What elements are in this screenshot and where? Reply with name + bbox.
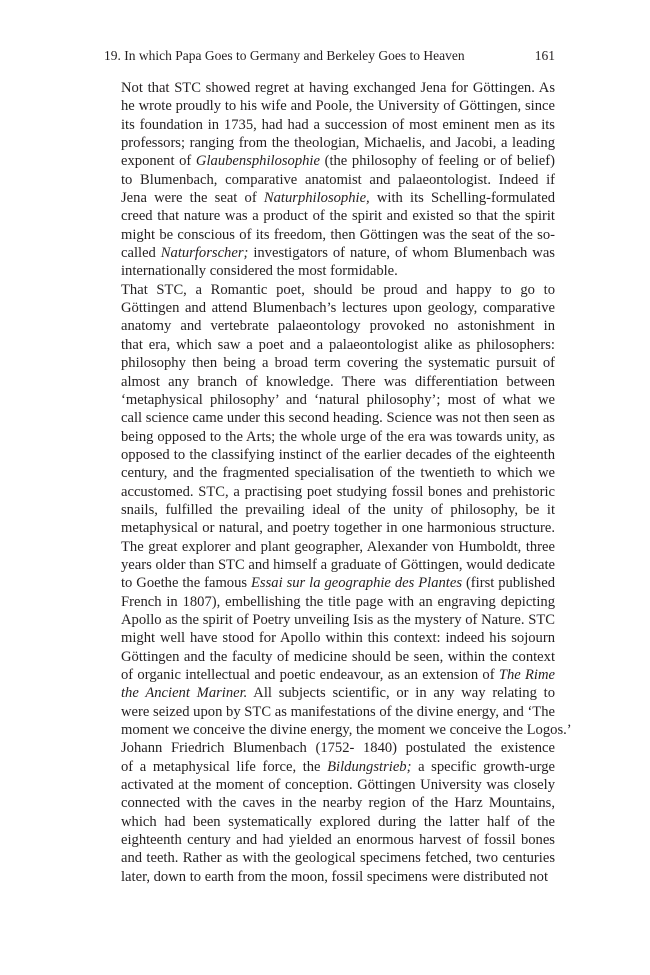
italic-text: Essai sur la geographie des Plantes bbox=[251, 575, 463, 592]
text-line bbox=[104, 849, 555, 867]
text-run: philosophy then being a broad term covering the systematic pursuit of bbox=[121, 355, 555, 372]
text-run: internationally considered the most formidable. bbox=[121, 263, 398, 280]
text-run: with its Schelling-formulated bbox=[369, 190, 555, 207]
paragraph bbox=[104, 739, 555, 886]
text-run: activated at the moment of conception. Göttingen University was closely bbox=[121, 777, 555, 794]
text-line bbox=[104, 299, 555, 317]
paragraph bbox=[104, 281, 572, 740]
text-line bbox=[104, 428, 555, 446]
text-run: later, down to earth from the moon, fossil specimens were distributed not bbox=[121, 868, 548, 885]
text-line bbox=[104, 666, 555, 684]
text-line bbox=[104, 464, 555, 482]
chapter-title: 19. In which Papa Goes to Germany and Berkeley Goes to Heaven bbox=[104, 48, 465, 63]
text-run: connected with the caves in the nearby region of the Harz Mountains, bbox=[121, 795, 555, 812]
page-number: 161 bbox=[534, 48, 555, 63]
text-line bbox=[104, 794, 555, 812]
text-line bbox=[104, 116, 555, 134]
text-run: professors; ranging from the theologian, Michaelis, and Jacobi, a leading bbox=[121, 135, 555, 152]
text-line bbox=[104, 556, 555, 574]
text-run: creed that nature was a product of the spirit and existed so that the spirit bbox=[121, 208, 555, 225]
text-run: accustomed. STC, a practising poet studying fossil bones and prehistoric bbox=[121, 483, 555, 500]
body-text bbox=[104, 79, 572, 886]
text-run: The great explorer and plant geographer, Alexander von Humboldt, three bbox=[121, 538, 555, 555]
text-line bbox=[104, 739, 555, 757]
text-run: Göttingen and attend Blumenbach’s lectures upon geology, comparative bbox=[121, 300, 555, 317]
text-line bbox=[104, 207, 555, 225]
running-head bbox=[104, 47, 555, 65]
text-line bbox=[104, 262, 555, 280]
text-run: of a metaphysical life force, the bbox=[121, 758, 328, 775]
text-line bbox=[104, 409, 555, 427]
text-run: eighteenth century and had yielded an enormous harvest of fossil bones bbox=[121, 832, 555, 849]
italic-text: The Rime bbox=[498, 667, 555, 683]
text-run: anatomy and vertebrate palaeontology provoked no astonishment in bbox=[121, 318, 555, 335]
italic-text: Bildungstrieb; bbox=[327, 758, 412, 775]
text-line bbox=[104, 629, 555, 647]
text-run: century, and the fragmented specialisation of the twentieth to which we bbox=[121, 465, 555, 482]
text-line bbox=[104, 574, 555, 592]
text-line bbox=[104, 593, 555, 611]
text-run: to Goethe the famous bbox=[121, 575, 252, 592]
text-line bbox=[104, 317, 555, 335]
text-line bbox=[104, 776, 555, 794]
text-run: were seized upon by STC as manifestations of the divine energy, and ‘The bbox=[121, 703, 555, 720]
text-line bbox=[104, 721, 572, 739]
text-line bbox=[104, 244, 555, 262]
text-run: which had been systematically explored during the latter half of the bbox=[121, 813, 555, 830]
text-run: investigators of nature, of whom Blumenbach was bbox=[248, 245, 555, 262]
text-run: call science came under this second heading. Science was not then seen as bbox=[121, 410, 555, 427]
text-run: being opposed to the Arts; the whole urge of the era was towards unity, as bbox=[121, 428, 555, 445]
text-line bbox=[104, 538, 555, 556]
italic-text: the Ancient Mariner. bbox=[121, 685, 248, 702]
text-line bbox=[104, 648, 555, 666]
text-line bbox=[104, 758, 555, 776]
italic-text: Naturphilosophie, bbox=[263, 190, 370, 207]
text-line bbox=[104, 336, 555, 354]
text-line bbox=[104, 483, 555, 501]
text-line bbox=[104, 171, 555, 189]
text-line bbox=[104, 813, 555, 831]
text-run: All subjects scientific, or in any way relating to bbox=[253, 685, 555, 702]
text-run: opposed to the classifying instinct of the earlier decades of the eighteenth bbox=[121, 446, 555, 463]
text-line bbox=[104, 97, 555, 115]
text-run: its foundation in 1735, had had a succession of most eminent men as its bbox=[121, 116, 555, 133]
text-line bbox=[104, 501, 555, 519]
text-line bbox=[104, 281, 555, 299]
text-run: exponent of bbox=[121, 153, 196, 170]
text-run: moment we conceive the divine energy, the moment we conceive the Logos.’ bbox=[121, 722, 572, 739]
text-run: Göttingen and the faculty of medicine should be seen, within the context bbox=[121, 648, 555, 665]
text-line bbox=[104, 684, 555, 702]
text-run: might well have stood for Apollo within this context: indeed his sojourn bbox=[121, 630, 555, 647]
text-line bbox=[104, 611, 555, 629]
text-run: Johann Friedrich Blumenbach (1752- 1840) postulated the existence bbox=[121, 740, 555, 757]
text-line bbox=[104, 152, 555, 170]
paragraph bbox=[104, 79, 555, 281]
text-run: called bbox=[121, 245, 161, 262]
text-run: Apollo as the spirit of Poetry unveiling Isis as the mystery of Nature. STC bbox=[121, 611, 555, 628]
text-run: (the philosophy of feeling or of belief) bbox=[319, 153, 555, 170]
text-line bbox=[104, 79, 555, 97]
text-run: ‘metaphysical philosophy’ and ‘natural philosophy’; most of what we bbox=[121, 391, 555, 408]
text-line bbox=[104, 868, 555, 886]
text-run: snails, fulfilled the prevailing ideal of the unity of philosophy, be it bbox=[121, 501, 555, 518]
text-run: metaphysical or natural, and poetry together in one harmonious structure. bbox=[121, 520, 555, 537]
text-line bbox=[104, 373, 555, 391]
text-line bbox=[104, 189, 555, 207]
text-run: he wrote proudly to his wife and Poole, the University of Göttingen, since bbox=[121, 98, 555, 115]
text-line bbox=[104, 391, 555, 409]
text-run: French in 1807), embellishing the title page with an engraving depicting bbox=[121, 593, 555, 610]
text-run: that era, which saw a poet and a palaeontologist alike as philosophers: bbox=[121, 336, 555, 353]
text-run: might be conscious of its freedom, then Göttingen was the seat of the so- bbox=[121, 226, 555, 243]
text-run: and teeth. Rather as with the geological specimens fetched, two centuries bbox=[121, 850, 555, 867]
italic-text: Naturforscher; bbox=[160, 245, 249, 262]
text-line bbox=[104, 519, 555, 537]
text-run: Jena were the seat of bbox=[121, 190, 264, 207]
italic-text: Glaubensphilosophie bbox=[195, 153, 320, 170]
text-line bbox=[104, 831, 555, 849]
text-run: of organic intellectual and poetic endeavour, as an extension of bbox=[121, 667, 499, 683]
text-run: almost any branch of knowledge. There was differentiation between bbox=[121, 373, 555, 390]
text-line bbox=[104, 703, 555, 721]
text-line bbox=[104, 134, 555, 152]
text-line bbox=[104, 226, 555, 244]
text-run: years older than STC and himself a graduate of Göttingen, would dedicate bbox=[121, 556, 555, 573]
text-run: (first published bbox=[465, 575, 555, 592]
text-run: to Blumenbach, comparative anatomist and palaeontologist. Indeed if bbox=[121, 171, 555, 188]
text-line bbox=[104, 354, 555, 372]
text-run: a specific growth-urge bbox=[411, 758, 555, 775]
text-run: Not that STC showed regret at having exchanged Jena for Göttingen. As bbox=[121, 80, 555, 96]
text-line bbox=[104, 446, 555, 464]
text-run: That STC, a Romantic poet, should be proud and happy to go to bbox=[121, 281, 555, 298]
